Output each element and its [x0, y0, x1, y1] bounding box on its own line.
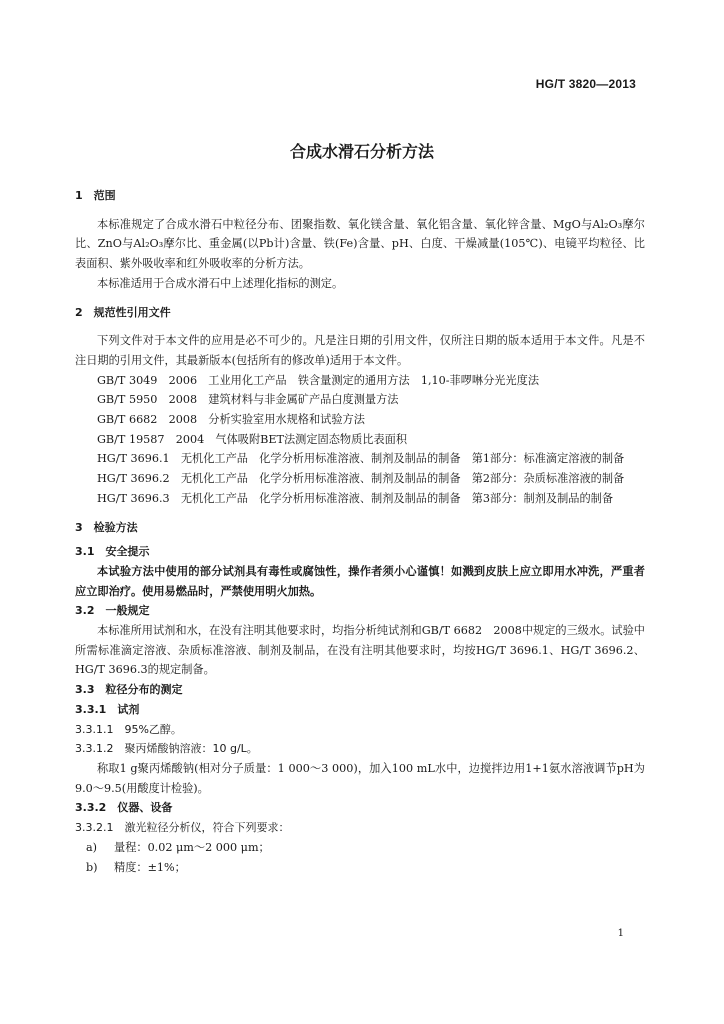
- section-3-3-heading: 3.3 粒径分布的测定: [75, 683, 183, 697]
- reference-item: GB/T 5950 2008 建筑材料与非金属矿产品白度测量方法: [97, 393, 399, 407]
- page-number: 1: [617, 928, 624, 939]
- document-body: [75, 186, 645, 877]
- reference-item: HG/T 3696.2 无机化工产品 化学分析用标准溶液、制剂及制品的制备 第2部分：杂质标准溶液的制备: [97, 472, 625, 486]
- reference-item: HG/T 3696.3 无机化工产品 化学分析用标准溶液、制剂及制品的制备 第3部分：制剂及制品的制备: [97, 491, 614, 505]
- reagent-3-3-1-2: 3.3.1.2 聚丙烯酸钠溶液：10 g/L。: [75, 742, 258, 756]
- general-rules-text: 本标准所用试剂和水，在没有注明其他要求时，均指分析纯试剂和GB/T 6682 2008中规定的三级水。试验中所需标准滴定溶液、杂质标准溶液、制剂及制品，在没有注明其他要求时，均按HG/T 3696.1、HG/T 3696.2、HG/T 3696.3的规定制备。: [75, 624, 645, 677]
- instrument-3-3-2-1: 3.3.2.1 激光粒径分析仪，符合下列要求：: [75, 821, 290, 835]
- section-3-2-heading: 3.2 一般规定: [75, 604, 150, 618]
- list-item-text: 精度：±1%；: [114, 860, 186, 874]
- section-1-heading: 1 范围: [75, 189, 116, 202]
- section-2-intro: 下列文件对于本文件的应用是必不可少的。凡是注日期的引用文件，仅所注日期的版本适用于本文件。凡是不注日期的引用文件，其最新版本(包括所有的修改单)适用于本文件。: [75, 334, 645, 367]
- section-3-heading: 3 检验方法: [75, 520, 138, 534]
- standard-number: HG/T 3820—2013: [535, 77, 636, 91]
- list-item-label: a): [86, 840, 98, 854]
- reference-item: GB/T 3049 2006 工业用化工产品 铁含量测定的通用方法 1,10-菲啰啉分光光度法: [97, 373, 540, 387]
- list-item: [75, 858, 645, 878]
- reference-item: HG/T 3696.1 无机化工产品 化学分析用标准溶液、制剂及制品的制备 第1部分：标准滴定溶液的制备: [97, 452, 625, 466]
- section-3-1-heading: 3.1 安全提示: [75, 545, 150, 559]
- list-item: [75, 838, 645, 858]
- list-item-label: b): [86, 860, 98, 874]
- safety-warning: 本试验方法中使用的部分试剂具有毒性或腐蚀性，操作者须小心谨慎！如溅到皮肤上应立即用水冲洗，严重者应立即治疗。使用易燃品时，严禁使用明火加热。: [75, 564, 645, 598]
- reference-list: [75, 371, 645, 509]
- section-1-paragraph-1: 本标准规定了合成水滑石中粒径分布、团聚指数、氧化镁含量、氧化铝含量、氧化锌含量、MgO与Al₂O₃摩尔比、ZnO与Al₂O₃摩尔比、重金属(以Pb计)含量、铁(Fe)含量、pH、白度、干燥减量(105℃)、电镜平均粒径、比表面积、紫外吸收率和红外吸收率的分析方法。: [75, 217, 645, 271]
- list-item-text: 量程：0.02 μm～2 000 μm；: [114, 840, 270, 854]
- reference-item: GB/T 6682 2008 分析实验室用水规格和试验方法: [97, 413, 365, 427]
- reagent-3-3-1-1: 3.3.1.1 95%乙醇。: [75, 722, 182, 736]
- section-1-paragraph-2: 本标准适用于合成水滑石中上述理化指标的测定。: [97, 276, 344, 290]
- page-title: 合成水滑石分析方法: [289, 142, 434, 161]
- reagent-3-3-1-2-text: 称取1 g聚丙烯酸钠(相对分子质量：1 000～3 000)，加入100 mL水中，边搅拌边用1+1氨水溶液调节pH为9.0～9.5(用酸度计检验)。: [75, 761, 645, 795]
- section-3-3-1-heading: 3.3.1 试剂: [75, 702, 140, 716]
- section-3-3-2-heading: 3.3.2 仪器、设备: [75, 801, 173, 815]
- section-2-heading: 2 规范性引用文件: [75, 305, 171, 319]
- reference-item: GB/T 19587 2004 气体吸附BET法测定固态物质比表面积: [97, 432, 408, 446]
